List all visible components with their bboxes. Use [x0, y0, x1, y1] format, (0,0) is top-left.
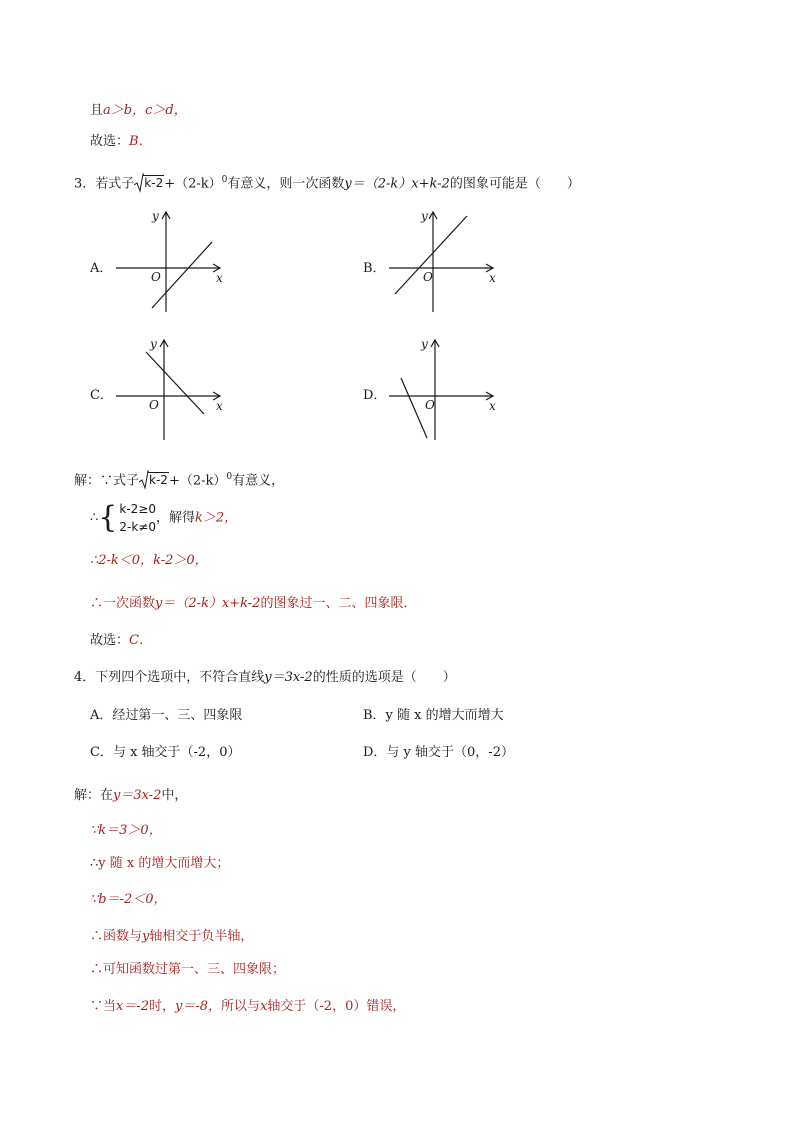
y-axis-label: y [421, 337, 428, 351]
inequality-expr: a＞b，c＞d， [103, 103, 187, 118]
solution-4-line-6: ∴可知函数过第一、三、四象限； [90, 962, 286, 977]
text: y [142, 929, 150, 944]
result-expr: k＞2， [195, 510, 238, 526]
origin-label: O [425, 398, 435, 412]
text: 有意义，则一次函数 [227, 176, 345, 192]
origin-label: O [151, 270, 161, 284]
solution-4-line-2: ∵k＝3＞0， [90, 823, 162, 838]
function-expr: y＝3x-2 [113, 788, 162, 803]
brace-icon: { [98, 500, 118, 535]
x-axis-label: x [489, 271, 496, 285]
function-expr: y＝（2-k）x+k-2 [344, 176, 450, 192]
origin-label: O [149, 398, 159, 412]
text: 下列四个选项中，不符合直线 [95, 670, 265, 685]
solution-4-line-4: ∵b＝-2＜0， [90, 892, 167, 907]
sqrt-expression [134, 174, 164, 193]
text: ∵当 [90, 999, 117, 1014]
text: ，解得 [155, 510, 195, 526]
text: ∴一次函数 [90, 596, 156, 611]
continuation-answer-line [90, 133, 152, 151]
text: y＝-8， [175, 999, 222, 1014]
text: ∴ [90, 856, 99, 871]
solution-3-line-1 [74, 468, 284, 490]
function-expr: y＝3x-2 [264, 670, 313, 685]
text: 解：∵式子 [74, 473, 140, 489]
answer-value: C． [129, 633, 152, 648]
solution-3-answer [90, 632, 152, 650]
text: 轴交于（-2，0）错误， [267, 999, 406, 1014]
text: x＝-2 [116, 999, 150, 1014]
option-b-label[interactable]: B． [363, 261, 386, 276]
x-axis-label: x [216, 271, 223, 285]
text: 时， [149, 999, 176, 1014]
y-axis-label: y [152, 209, 159, 223]
radical-sign-icon [139, 470, 149, 490]
text: y 随 x 的增大而增大； [98, 856, 230, 871]
inequality-system [119, 500, 156, 536]
text: +（2-k） [168, 473, 227, 489]
system-row-2: 2-k≠0 [119, 520, 156, 534]
text: 的图象过一、二、四象限． [260, 596, 417, 611]
question-number: 4． [74, 670, 96, 685]
origin-label: O [423, 270, 433, 284]
option-a-graph[interactable] [112, 206, 232, 320]
question-4-stem [74, 669, 456, 687]
solution-3-system-line [90, 500, 237, 537]
text: 解：在 [74, 788, 114, 803]
y-axis-label: y [421, 209, 428, 223]
option-b-graph[interactable] [385, 206, 505, 320]
solution-4-line-3 [90, 855, 229, 873]
question-3-stem [74, 171, 580, 193]
radicand: k-2 [144, 176, 164, 191]
question-number: 3． [74, 176, 96, 192]
text: 的性质的选项是（ ） [312, 670, 456, 685]
text: ∴函数与 [90, 929, 143, 944]
solution-4-line-1 [74, 787, 187, 805]
continuation-line-1 [90, 102, 187, 120]
solution-4-line-5 [90, 928, 253, 946]
text: x [260, 999, 268, 1014]
radicand: k-2 [149, 473, 168, 488]
therefore-symbol: ∴ [90, 510, 99, 526]
sqrt-expression [139, 471, 169, 490]
text: 轴相交于负半轴， [149, 929, 254, 944]
q4-option-c[interactable]: C．与 x 轴交于（-2，0） [90, 745, 241, 760]
y-axis-label: y [150, 337, 157, 351]
answer-value: B． [129, 134, 152, 149]
option-d-label[interactable]: D． [363, 388, 387, 403]
exponent: 0 [221, 175, 228, 185]
function-expr: y＝（2-k）x+k-2 [155, 596, 261, 611]
solution-3-line-3: ∴2-k＜0，k-2＞0， [90, 553, 208, 568]
solution-4-line-7 [90, 998, 405, 1016]
text: 且 [90, 103, 104, 118]
text: 所以与 [221, 999, 261, 1014]
text: 中， [161, 788, 188, 803]
option-c-graph[interactable] [112, 334, 232, 448]
text: 有意义， [232, 473, 285, 489]
exponent: 0 [226, 472, 233, 482]
answer-prefix: 故选： [90, 633, 130, 648]
system-row-1: k-2≥0 [119, 502, 156, 516]
text: +（2-k） [164, 176, 222, 192]
answer-prefix: 故选： [90, 134, 130, 149]
x-axis-label: x [216, 399, 223, 413]
option-c-label[interactable]: C． [90, 388, 113, 403]
x-axis-label: x [489, 399, 496, 413]
text: 若式子 [95, 176, 135, 192]
solution-3-line-4 [90, 595, 416, 613]
text: 的图象可能是（ ） [449, 176, 580, 192]
option-d-graph[interactable] [385, 334, 505, 448]
option-a-label[interactable]: A． [90, 261, 113, 276]
q4-option-d[interactable]: D．与 y 轴交于（0，-2） [363, 745, 514, 760]
q4-option-b[interactable]: B．y 随 x 的增大而增大 [363, 708, 504, 723]
q4-option-a[interactable]: A．经过第一、三、四象限 [90, 708, 243, 723]
function-line [401, 378, 427, 438]
function-line [152, 242, 212, 308]
radical-sign-icon [134, 173, 144, 193]
